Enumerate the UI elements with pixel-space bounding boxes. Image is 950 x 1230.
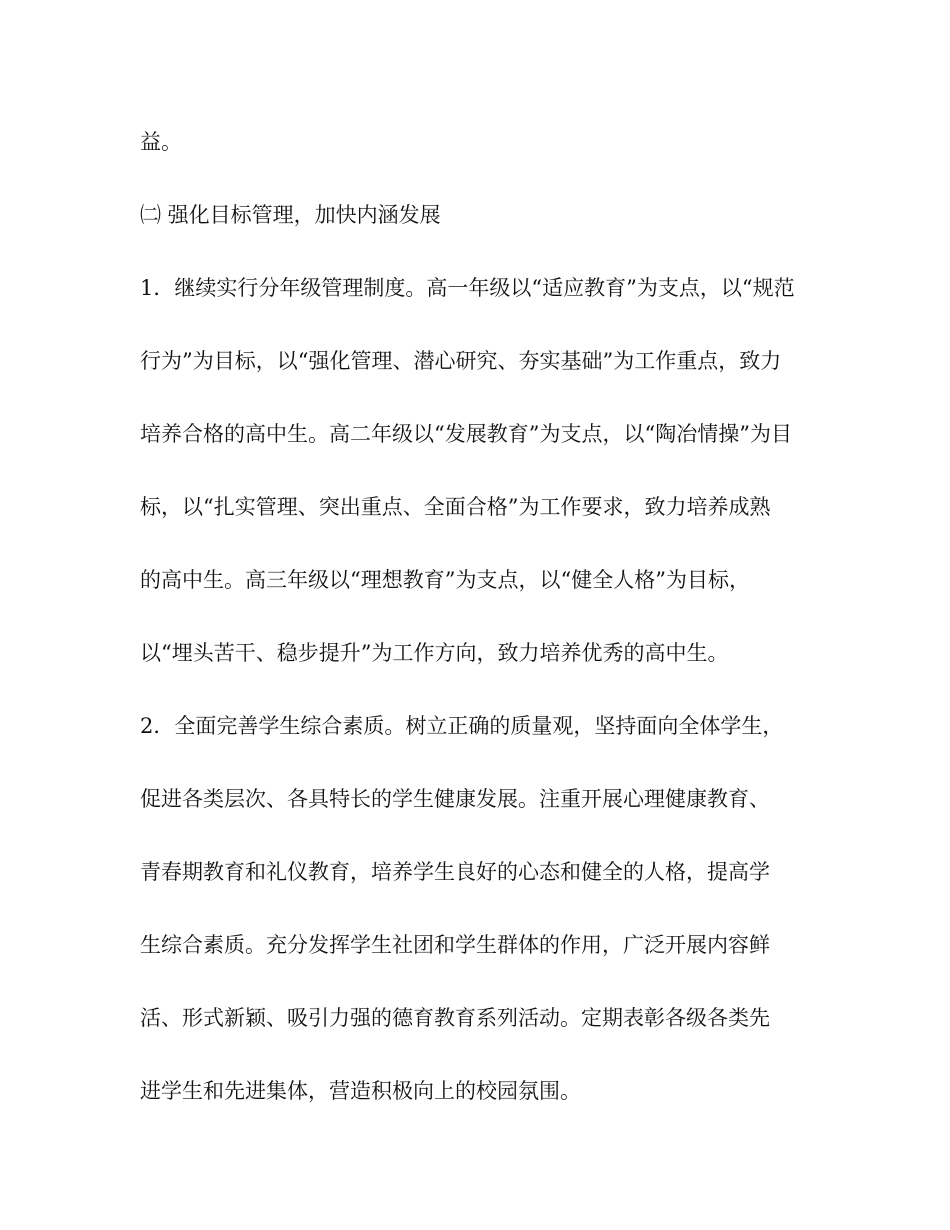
paragraph-line: 青春期教育和礼仪教育，培养学生良好的心态和健全的人格，提高学 (140, 860, 770, 884)
paragraph-line: 2．全面完善学生综合素质。树立正确的质量观，坚持面向全体学生， (140, 714, 784, 738)
paragraph-line: 的高中生。高三年级以“理想教育”为支点，以“健全人格”为目标， (140, 568, 750, 592)
paragraph-line: 促进各类层次、各具特长的学生健康发展。注重开展心理健康教育、 (140, 787, 770, 811)
paragraph-line: 标，以“扎实管理、突出重点、全面合格”为工作要求，致力培养成熟 (140, 495, 771, 519)
paragraph-line: 1．继续实行分年级管理制度。高一年级以“适应教育”为支点，以“规范 (140, 276, 795, 300)
paragraph-line: 生综合素质。充分发挥学生社团和学生群体的作用，广泛开展内容鲜 (140, 933, 770, 957)
paragraph-line: 培养合格的高中生。高二年级以“发展教育”为支点，以“陶冶情操”为目 (140, 422, 792, 446)
section-heading: ㈡ 强化目标管理，加快内涵发展 (140, 203, 441, 227)
paragraph-line: 行为”为目标，以“强化管理、潜心研究、夯实基础”为工作重点，致力 (140, 349, 782, 373)
paragraph-line: 益。 (140, 130, 182, 154)
paragraph-line: 活、形式新颖、吸引力强的德育教育系列活动。定期表彰各级各类先 (140, 1006, 770, 1030)
paragraph-line: 进学生和先进集体，营造积极向上的校园氛围。 (140, 1079, 581, 1103)
paragraph-line: 以“埋头苦干、稳步提升”为工作方向，致力培养优秀的高中生。 (140, 641, 729, 665)
